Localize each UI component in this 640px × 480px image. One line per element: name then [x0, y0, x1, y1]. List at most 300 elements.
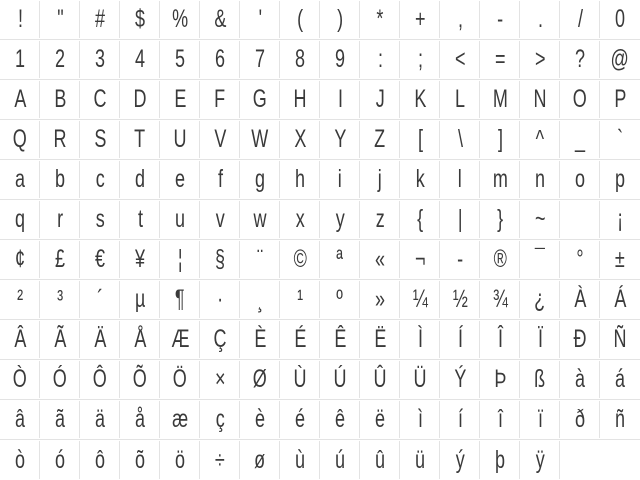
glyph: ã: [54, 405, 66, 433]
glyph-cell[interactable]: [280, 160, 320, 199]
glyph-cell[interactable]: [600, 0, 640, 39]
glyph: Å: [133, 325, 147, 353]
glyph-cell[interactable]: [480, 400, 520, 439]
glyph-cell[interactable]: [200, 280, 240, 319]
glyph-cell[interactable]: [40, 200, 80, 239]
glyph: >: [534, 45, 546, 73]
glyph-cell[interactable]: [520, 400, 560, 439]
glyph: 4: [134, 45, 146, 73]
glyph-cell[interactable]: [440, 360, 480, 399]
glyph-cell[interactable]: [520, 360, 560, 399]
glyph-cell[interactable]: [200, 440, 240, 480]
glyph-cell[interactable]: [40, 80, 80, 119]
glyph-cell[interactable]: [0, 440, 40, 480]
glyph: Q: [12, 125, 27, 153]
glyph: =: [494, 45, 506, 73]
glyph-cell[interactable]: [0, 40, 40, 79]
glyph-cell[interactable]: [280, 80, 320, 119]
glyph: Ð: [573, 325, 587, 353]
glyph-cell[interactable]: [0, 320, 40, 359]
glyph-cell[interactable]: [360, 40, 400, 79]
glyph-cell[interactable]: [280, 440, 320, 480]
glyph-cell[interactable]: [440, 80, 480, 119]
glyph-cell[interactable]: [320, 320, 360, 359]
glyph: H: [293, 85, 307, 113]
glyph-cell[interactable]: [560, 280, 600, 319]
glyph: Î: [497, 325, 503, 353]
glyph: }: [496, 205, 504, 233]
glyph-cell[interactable]: [120, 320, 160, 359]
glyph: ä: [94, 405, 106, 433]
glyph-cell[interactable]: [40, 280, 80, 319]
glyph-cell[interactable]: [320, 240, 360, 279]
glyph-cell[interactable]: [280, 280, 320, 319]
glyph: S: [93, 125, 107, 153]
glyph-cell[interactable]: [400, 120, 440, 159]
glyph-cell[interactable]: [40, 360, 80, 399]
glyph-cell[interactable]: [120, 360, 160, 399]
glyph-cell[interactable]: [40, 40, 80, 79]
glyph: I: [337, 85, 343, 113]
glyph-cell[interactable]: [480, 80, 520, 119]
glyph-cell[interactable]: [120, 0, 160, 39]
glyph-cell[interactable]: [360, 80, 400, 119]
glyph-cell[interactable]: [120, 40, 160, 79]
glyph-cell[interactable]: [0, 200, 40, 239]
glyph-cell[interactable]: [80, 360, 120, 399]
glyph-cell[interactable]: [560, 40, 600, 79]
glyph: î: [497, 405, 503, 433]
glyph: Ö: [172, 365, 187, 393]
glyph-cell[interactable]: [520, 0, 560, 39]
glyph-cell[interactable]: [160, 400, 200, 439]
glyph: a: [14, 165, 26, 193]
glyph-cell[interactable]: [80, 440, 120, 480]
glyph-cell[interactable]: [160, 320, 200, 359]
glyph-cell[interactable]: [320, 160, 360, 199]
glyph-cell[interactable]: [400, 320, 440, 359]
glyph: N: [533, 85, 547, 113]
glyph-cell[interactable]: [560, 320, 600, 359]
glyph: :: [377, 45, 383, 73]
glyph-cell[interactable]: [520, 120, 560, 159]
glyph-row: [0, 160, 640, 200]
glyph-cell[interactable]: [160, 440, 200, 480]
glyph-cell[interactable]: [80, 80, 120, 119]
glyph: Z: [374, 125, 386, 153]
glyph: [: [417, 125, 423, 153]
glyph: È: [253, 325, 267, 353]
glyph-row: [0, 280, 640, 320]
glyph-cell[interactable]: [80, 400, 120, 439]
glyph: «: [374, 245, 386, 273]
glyph-cell[interactable]: [520, 160, 560, 199]
glyph-cell[interactable]: [80, 160, 120, 199]
glyph: %: [171, 5, 188, 33]
glyph-cell[interactable]: [280, 320, 320, 359]
glyph-cell[interactable]: [560, 120, 600, 159]
glyph: .: [537, 5, 543, 33]
glyph-cell[interactable]: [400, 280, 440, 319]
glyph: J: [375, 85, 385, 113]
glyph: i: [337, 165, 343, 193]
glyph-cell[interactable]: [560, 360, 600, 399]
glyph-cell[interactable]: [200, 80, 240, 119]
glyph-row: [0, 40, 640, 80]
glyph-cell[interactable]: [360, 0, 400, 39]
glyph: M: [492, 85, 508, 113]
glyph: ·: [216, 285, 223, 313]
glyph-cell[interactable]: [240, 280, 280, 319]
glyph: B: [53, 85, 67, 113]
glyph-cell[interactable]: [0, 120, 40, 159]
glyph-cell[interactable]: [400, 160, 440, 199]
glyph-cell[interactable]: [0, 360, 40, 399]
glyph-cell[interactable]: [560, 240, 600, 279]
glyph: ø: [254, 445, 266, 474]
glyph-cell[interactable]: [0, 280, 40, 319]
glyph: ´: [96, 285, 103, 313]
glyph: ª: [336, 245, 344, 273]
glyph-cell[interactable]: [400, 0, 440, 39]
glyph-cell[interactable]: [480, 440, 520, 480]
glyph-cell[interactable]: [40, 240, 80, 279]
glyph: ñ: [614, 405, 626, 433]
glyph-cell[interactable]: [560, 400, 600, 439]
glyph-cell[interactable]: [440, 0, 480, 39]
glyph-cell[interactable]: [600, 280, 640, 319]
glyph: Ø: [252, 365, 267, 393]
glyph: 3: [94, 45, 106, 73]
glyph-cell[interactable]: [0, 0, 40, 39]
glyph-cell[interactable]: [240, 320, 280, 359]
glyph-cell[interactable]: [440, 200, 480, 239]
glyph-cell[interactable]: [480, 40, 520, 79]
glyph: *: [376, 5, 384, 33]
glyph-cell[interactable]: [600, 200, 640, 239]
glyph-cell[interactable]: [40, 320, 80, 359]
glyph-cell[interactable]: [80, 280, 120, 319]
glyph-cell[interactable]: [120, 280, 160, 319]
glyph-cell[interactable]: [560, 0, 600, 39]
glyph-cell[interactable]: [520, 320, 560, 359]
glyph: Û: [373, 365, 387, 393]
glyph: ¨: [256, 245, 263, 273]
glyph: Õ: [132, 365, 147, 393]
glyph-cell[interactable]: [40, 400, 80, 439]
glyph-cell[interactable]: [240, 160, 280, 199]
glyph: Ì: [417, 325, 423, 353]
glyph: Ò: [12, 365, 27, 393]
glyph-cell[interactable]: [360, 440, 400, 480]
glyph: (: [296, 5, 303, 33]
glyph: A: [13, 85, 27, 113]
glyph: Í: [457, 325, 463, 353]
glyph-cell[interactable]: [0, 80, 40, 119]
glyph: g: [254, 165, 266, 193]
glyph-cell[interactable]: [160, 40, 200, 79]
glyph: £: [54, 245, 66, 273]
glyph-cell[interactable]: [240, 80, 280, 119]
glyph: ù: [294, 445, 306, 474]
glyph: Ô: [92, 365, 107, 393]
glyph-cell[interactable]: [240, 400, 280, 439]
glyph: ¥: [134, 245, 146, 273]
glyph-cell[interactable]: [240, 440, 280, 480]
glyph-cell[interactable]: [360, 240, 400, 279]
glyph-cell[interactable]: [240, 240, 280, 279]
glyph: Ç: [213, 325, 227, 353]
glyph-cell[interactable]: [480, 0, 520, 39]
glyph-cell[interactable]: [360, 400, 400, 439]
glyph-cell[interactable]: [440, 160, 480, 199]
glyph: ç: [215, 405, 225, 433]
glyph: j: [377, 165, 383, 193]
glyph-cell[interactable]: [280, 0, 320, 39]
glyph-cell[interactable]: [120, 240, 160, 279]
glyph-cell[interactable]: [0, 160, 40, 199]
glyph-cell[interactable]: [600, 40, 640, 79]
glyph: Ú: [333, 365, 347, 393]
glyph-cell[interactable]: [560, 200, 600, 239]
glyph: 5: [174, 45, 186, 73]
glyph-cell[interactable]: [160, 80, 200, 119]
glyph-cell[interactable]: [0, 400, 40, 439]
glyph: y: [335, 205, 345, 233]
glyph-cell[interactable]: [240, 200, 280, 239]
glyph-cell[interactable]: [320, 120, 360, 159]
glyph-cell[interactable]: [520, 240, 560, 279]
glyph: k: [415, 165, 425, 193]
glyph-cell[interactable]: [240, 120, 280, 159]
glyph-cell[interactable]: [320, 360, 360, 399]
glyph-cell[interactable]: [80, 320, 120, 359]
glyph: ,: [457, 5, 463, 33]
glyph-cell[interactable]: [520, 440, 560, 480]
glyph-cell[interactable]: [480, 320, 520, 359]
glyph-cell[interactable]: [160, 0, 200, 39]
glyph: ¬: [414, 245, 426, 273]
glyph: d: [134, 165, 146, 193]
glyph-cell[interactable]: [120, 120, 160, 159]
glyph-cell[interactable]: [320, 80, 360, 119]
glyph-cell[interactable]: [560, 160, 600, 199]
glyph: \: [457, 125, 463, 153]
glyph-cell[interactable]: [480, 280, 520, 319]
glyph: Á: [613, 285, 627, 313]
glyph: ¯: [535, 245, 545, 273]
glyph-cell[interactable]: [200, 360, 240, 399]
glyph-cell[interactable]: [480, 160, 520, 199]
glyph: å: [134, 405, 146, 433]
glyph: €: [94, 245, 106, 273]
glyph-cell[interactable]: [440, 320, 480, 359]
glyph-cell[interactable]: [440, 400, 480, 439]
glyph-cell[interactable]: [240, 0, 280, 39]
glyph: <: [454, 45, 466, 73]
glyph: {: [416, 205, 424, 233]
glyph: f: [217, 165, 223, 193]
glyph: m: [492, 165, 508, 193]
glyph-row: [0, 440, 640, 480]
glyph: #: [94, 5, 106, 33]
glyph-cell[interactable]: [80, 240, 120, 279]
glyph-cell[interactable]: [120, 200, 160, 239]
glyph-cell[interactable]: [520, 40, 560, 79]
glyph-cell[interactable]: [200, 240, 240, 279]
glyph-cell[interactable]: [160, 200, 200, 239]
glyph-cell[interactable]: [600, 360, 640, 399]
glyph: ): [336, 5, 343, 33]
glyph-cell[interactable]: [80, 40, 120, 79]
glyph-cell[interactable]: [280, 400, 320, 439]
glyph-cell[interactable]: [480, 240, 520, 279]
glyph-cell[interactable]: [320, 40, 360, 79]
glyph: V: [213, 125, 227, 153]
glyph-cell[interactable]: [200, 120, 240, 159]
glyph-cell[interactable]: [480, 120, 520, 159]
glyph-cell[interactable]: [240, 360, 280, 399]
glyph-cell[interactable]: [120, 160, 160, 199]
glyph: À: [573, 285, 587, 313]
glyph-cell[interactable]: [160, 280, 200, 319]
glyph-cell[interactable]: [120, 440, 160, 480]
glyph-cell[interactable]: [360, 320, 400, 359]
glyph-cell[interactable]: [40, 0, 80, 39]
glyph: w: [253, 205, 267, 233]
glyph-cell[interactable]: [440, 240, 480, 279]
glyph-cell[interactable]: [520, 200, 560, 239]
glyph-cell[interactable]: [240, 40, 280, 79]
glyph: ý: [455, 445, 465, 474]
glyph-cell[interactable]: [440, 120, 480, 159]
glyph-cell[interactable]: [400, 80, 440, 119]
glyph-cell[interactable]: [160, 160, 200, 199]
glyph-cell[interactable]: [600, 80, 640, 119]
glyph-cell[interactable]: [400, 40, 440, 79]
glyph-cell[interactable]: [400, 400, 440, 439]
glyph: |: [457, 205, 463, 233]
glyph: Ë: [373, 325, 387, 353]
glyph-cell[interactable]: [400, 200, 440, 239]
glyph-cell[interactable]: [480, 200, 520, 239]
glyph-cell[interactable]: [280, 200, 320, 239]
glyph-cell[interactable]: [520, 80, 560, 119]
glyph: ¢: [14, 245, 26, 273]
glyph-cell[interactable]: [160, 240, 200, 279]
glyph: è: [254, 405, 266, 433]
glyph-cell[interactable]: [600, 400, 640, 439]
glyph: X: [293, 125, 307, 153]
glyph-cell[interactable]: [600, 320, 640, 359]
glyph-cell[interactable]: [360, 160, 400, 199]
glyph: ó: [54, 445, 66, 474]
glyph: é: [294, 405, 306, 433]
glyph-cell[interactable]: [600, 120, 640, 159]
glyph-cell[interactable]: [320, 0, 360, 39]
glyph-cell[interactable]: [160, 120, 200, 159]
glyph-cell[interactable]: [40, 120, 80, 159]
glyph-cell[interactable]: [560, 80, 600, 119]
glyph-cell[interactable]: [320, 280, 360, 319]
glyph: p: [614, 165, 626, 193]
glyph-cell[interactable]: [280, 120, 320, 159]
glyph-cell[interactable]: [200, 40, 240, 79]
glyph-cell[interactable]: [480, 360, 520, 399]
glyph-cell[interactable]: [360, 280, 400, 319]
glyph: ®: [493, 245, 507, 273]
glyph-cell[interactable]: [120, 80, 160, 119]
glyph: O: [572, 85, 587, 113]
glyph-cell[interactable]: [440, 440, 480, 480]
glyph: Ï: [537, 325, 543, 353]
glyph-cell[interactable]: [360, 200, 400, 239]
glyph-cell[interactable]: [360, 120, 400, 159]
glyph: x: [295, 205, 305, 233]
glyph-cell[interactable]: [280, 40, 320, 79]
glyph: »: [374, 285, 386, 313]
glyph-cell[interactable]: [400, 240, 440, 279]
glyph-cell[interactable]: [400, 440, 440, 480]
glyph-cell[interactable]: [360, 360, 400, 399]
glyph: Æ: [171, 325, 189, 353]
glyph-row: [0, 240, 640, 280]
glyph: h: [294, 165, 306, 193]
glyph-cell[interactable]: [320, 440, 360, 480]
glyph-cell[interactable]: [120, 400, 160, 439]
glyph: T: [134, 125, 146, 153]
glyph-cell[interactable]: [280, 360, 320, 399]
glyph: 8: [294, 45, 306, 73]
glyph: ~: [534, 205, 546, 233]
glyph: â: [14, 405, 26, 433]
glyph: Ü: [413, 365, 427, 393]
glyph: 1: [14, 45, 26, 73]
glyph: ¾: [492, 285, 508, 313]
glyph-cell[interactable]: [160, 360, 200, 399]
glyph: ß: [534, 365, 546, 393]
glyph-cell[interactable]: [440, 40, 480, 79]
glyph-cell[interactable]: [520, 280, 560, 319]
glyph: ²: [16, 285, 23, 313]
glyph-cell[interactable]: [200, 160, 240, 199]
glyph-cell[interactable]: [400, 360, 440, 399]
glyph: ½: [452, 285, 468, 313]
glyph: ×: [214, 365, 226, 393]
glyph-cell[interactable]: [40, 440, 80, 480]
glyph-cell[interactable]: [0, 240, 40, 279]
glyph-cell[interactable]: [80, 200, 120, 239]
glyph-cell[interactable]: [80, 0, 120, 39]
glyph: °: [576, 245, 584, 273]
glyph-cell[interactable]: [600, 240, 640, 279]
glyph-cell[interactable]: [440, 280, 480, 319]
glyph-cell[interactable]: [200, 400, 240, 439]
glyph-cell[interactable]: [200, 200, 240, 239]
glyph: Â: [13, 325, 27, 353]
glyph-cell[interactable]: [320, 400, 360, 439]
glyph-cell[interactable]: [320, 200, 360, 239]
glyph-cell[interactable]: [200, 320, 240, 359]
glyph-cell[interactable]: [280, 240, 320, 279]
glyph: 2: [54, 45, 66, 73]
glyph-cell[interactable]: [40, 160, 80, 199]
glyph-cell[interactable]: [600, 160, 640, 199]
glyph-cell[interactable]: [80, 120, 120, 159]
glyph: Ù: [293, 365, 307, 393]
glyph: 7: [254, 45, 266, 73]
glyph-cell[interactable]: [200, 0, 240, 39]
